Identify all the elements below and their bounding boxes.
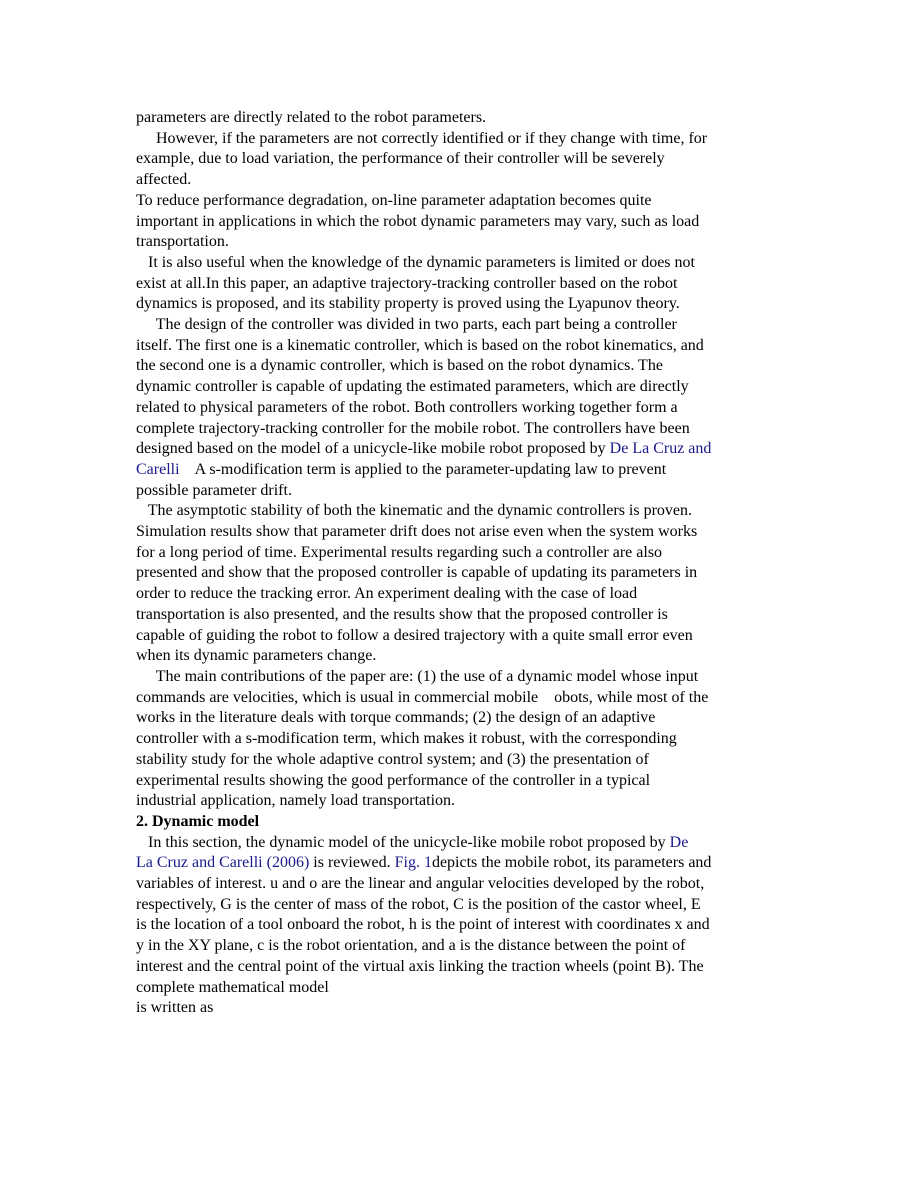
- text-line: [136, 232, 788, 253]
- text-line: [136, 336, 788, 357]
- text-line: [136, 936, 788, 957]
- text-line: [136, 874, 788, 895]
- text-segment: for a long period of time. Experimental results regarding such a controller are also: [136, 543, 663, 561]
- text-segment: y in the XY plane, c is the robot orientation, and a is the distance between the point of: [136, 937, 686, 955]
- text-segment: stability study for the whole adaptive control system; and (3) the presentation of: [136, 750, 649, 768]
- text-segment: respectively, G is the center of mass of the robot, C is the position of the castor wheel, E: [136, 895, 701, 913]
- text-line: [136, 771, 788, 792]
- text-segment: related to physical parameters of the robot. Both controllers working together form a: [136, 398, 678, 416]
- text-segment: variables of interest. u and o are the linear and angular velocities developed by the robot,: [136, 875, 705, 893]
- text-segment: exist at all.In this paper, an adaptive trajectory-tracking controller based on the robot: [136, 274, 678, 292]
- text-line: [136, 129, 788, 150]
- text-segment: dynamic controller is capable of updating the estimated parameters, which are directly: [136, 378, 689, 396]
- text-line: [136, 791, 788, 812]
- text-segment: transportation.: [136, 233, 229, 251]
- text-line: [136, 274, 788, 295]
- text-segment: industrial application, namely load transportation.: [136, 792, 456, 810]
- text-line: [136, 605, 788, 626]
- text-segment: interest and the central point of the virtual axis linking the traction wheels (point B). The: [136, 957, 704, 975]
- text-segment: works in the literature deals with torque commands; (2) the design of an adaptive: [136, 709, 656, 727]
- text-segment: It is also useful when the knowledge of the dynamic parameters is limited or does not: [136, 253, 695, 271]
- text-segment: 2. Dynamic model: [136, 812, 260, 830]
- text-line: [136, 377, 788, 398]
- text-segment: example, due to load variation, the performance of their controller will be severely: [136, 150, 665, 168]
- text-line: [136, 853, 788, 874]
- citation-link[interactable]: De La Cruz and: [609, 440, 712, 458]
- text-segment: However, if the parameters are not correctly identified or if they change with time, for: [136, 129, 708, 147]
- text-line: [136, 978, 788, 999]
- text-line: [136, 191, 788, 212]
- text-line: [136, 667, 788, 688]
- text-segment: is written as: [136, 999, 214, 1017]
- text-segment: transportation is also presented, and the results show that the proposed controller is: [136, 605, 668, 623]
- text-segment: the second one is a dynamic controller, which is based on the robot dynamics. The: [136, 357, 663, 375]
- text-line: [136, 750, 788, 771]
- citation-link[interactable]: Fig. 1: [394, 854, 432, 872]
- text-line: [136, 584, 788, 605]
- text-line: [136, 543, 788, 564]
- text-line: [136, 563, 788, 584]
- citation-link[interactable]: De: [669, 833, 689, 851]
- text-line: [136, 419, 788, 440]
- text-line: [136, 149, 788, 170]
- text-line: [136, 253, 788, 274]
- text-line: [136, 108, 788, 129]
- text-line: [136, 315, 788, 336]
- text-line: [136, 294, 788, 315]
- text-line: [136, 398, 788, 419]
- text-segment: dynamics is proposed, and its stability property is proved using the Lyapunov theory.: [136, 295, 680, 313]
- text-line: [136, 212, 788, 233]
- text-line: [136, 170, 788, 191]
- text-segment: possible parameter drift.: [136, 481, 292, 499]
- text-line: [136, 481, 788, 502]
- text-segment: The main contributions of the paper are: (1) the use of a dynamic model whose input: [136, 667, 699, 685]
- text-segment: is the location of a tool onboard the robot, h is the point of interest with coordinates x and: [136, 916, 710, 934]
- text-segment: important in applications in which the robot dynamic parameters may vary, such as load: [136, 212, 700, 230]
- text-segment: experimental results showing the good performance of the controller in a typical: [136, 771, 651, 789]
- text-segment: To reduce performance degradation, on-line parameter adaptation becomes quite: [136, 191, 652, 209]
- text-segment: presented and show that the proposed controller is capable of updating its parameters in: [136, 564, 698, 582]
- text-line: [136, 895, 788, 916]
- text-segment: affected.: [136, 171, 192, 189]
- text-line: [136, 646, 788, 667]
- text-line: [136, 522, 788, 543]
- text-segment: complete trajectory-tracking controller for the mobile robot. The controllers have been: [136, 419, 690, 437]
- paper-page: [136, 108, 788, 1019]
- text-segment: order to reduce the tracking error. An experiment dealing with the case of load: [136, 585, 638, 603]
- text-segment: commands are velocities, which is usual in commercial mobile obots, while most of the: [136, 688, 709, 706]
- text-line: [136, 708, 788, 729]
- text-segment: when its dynamic parameters change.: [136, 647, 377, 665]
- text-segment: The design of the controller was divided in two parts, each part being a controller: [136, 316, 677, 334]
- text-line: [136, 957, 788, 978]
- text-segment: itself. The first one is a kinematic controller, which is based on the robot kinematics, and: [136, 336, 704, 354]
- text-segment: complete mathematical model: [136, 978, 329, 996]
- text-line: [136, 729, 788, 750]
- text-segment: The asymptotic stability of both the kinematic and the dynamic controllers is proven.: [136, 502, 693, 520]
- text-segment: controller with a s-modification term, which makes it robust, with the corresponding: [136, 730, 677, 748]
- text-line: [136, 998, 788, 1019]
- section-heading: [136, 812, 788, 833]
- text-segment: parameters are directly related to the robot parameters.: [136, 109, 487, 126]
- text-line: [136, 439, 788, 460]
- text-line: [136, 460, 788, 481]
- text-segment: designed based on the model of a unicycle-like mobile robot proposed by: [136, 440, 610, 458]
- text-segment: depicts the mobile robot, its parameters and: [431, 854, 712, 872]
- text-line: [136, 356, 788, 377]
- text-segment: capable of guiding the robot to follow a desired trajectory with a quite small error even: [136, 626, 693, 644]
- text-line: [136, 688, 788, 709]
- citation-link[interactable]: La Cruz and Carelli (2006): [136, 854, 310, 872]
- text-line: [136, 833, 788, 854]
- text-segment: Simulation results show that parameter drift does not arise even when the system works: [136, 523, 698, 541]
- text-line: [136, 501, 788, 522]
- text-segment: is reviewed.: [309, 854, 395, 872]
- text-segment: A s-modification term is applied to the parameter-updating law to prevent: [179, 460, 667, 478]
- text-line: [136, 915, 788, 936]
- text-segment: In this section, the dynamic model of the unicycle-like mobile robot proposed by: [136, 833, 670, 851]
- citation-link[interactable]: Carelli: [136, 460, 180, 478]
- text-line: [136, 626, 788, 647]
